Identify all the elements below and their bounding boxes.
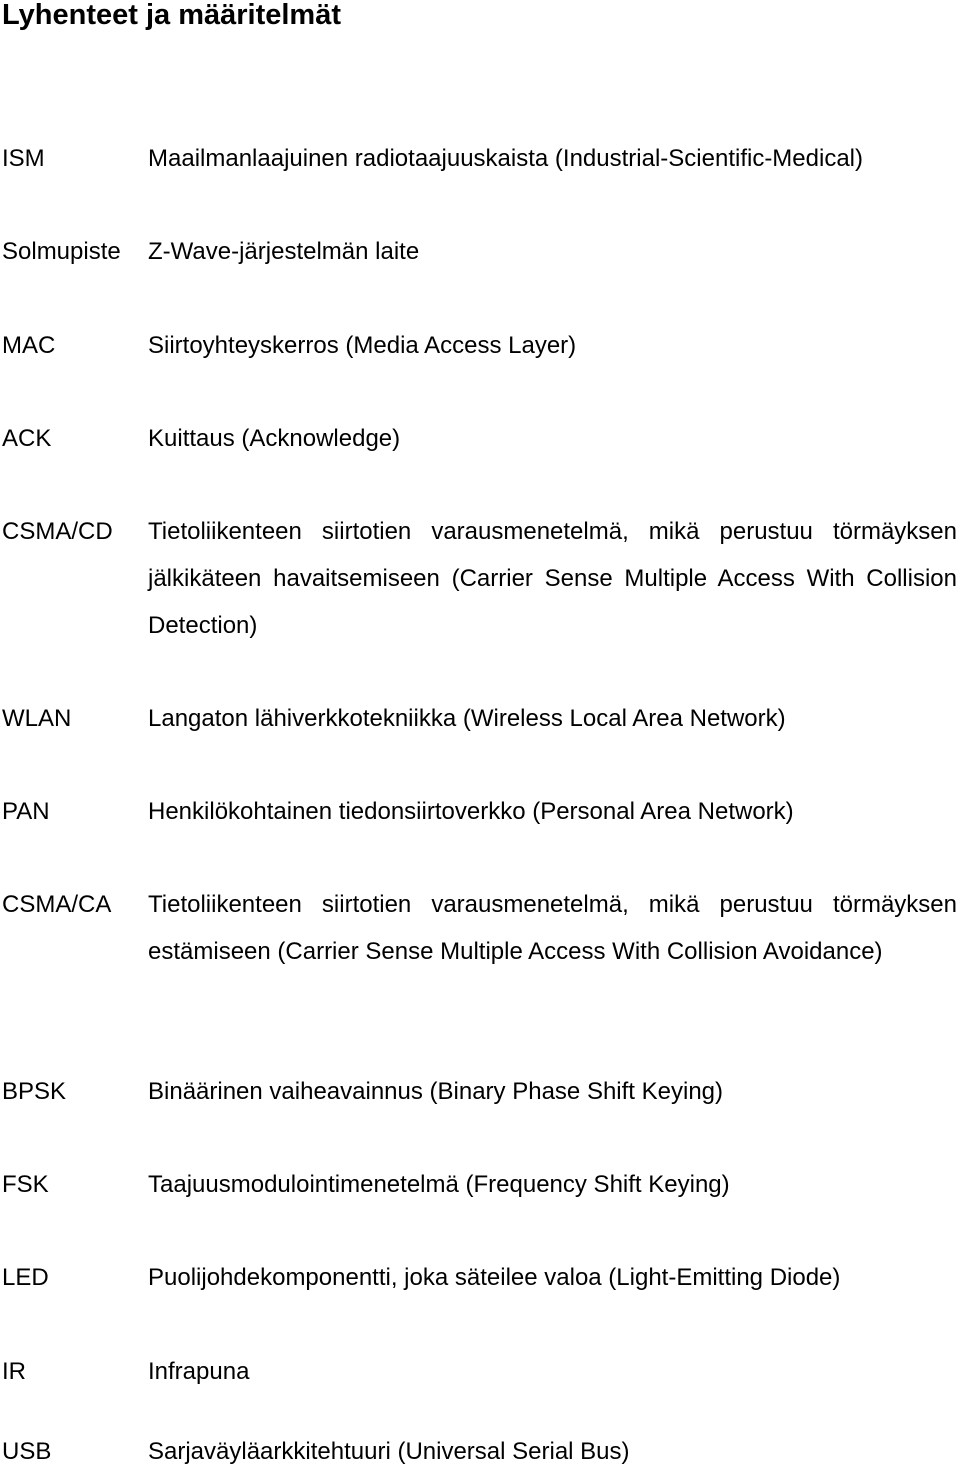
glossary-term: FSK <box>2 1171 49 1198</box>
glossary-term: CSMA/CD <box>2 518 113 545</box>
glossary-term: WLAN <box>2 705 72 732</box>
page-title: Lyhenteet ja määritelmät <box>2 0 341 31</box>
glossary-definition: Henkilökohtainen tiedonsiirtoverkko (Personal Area Network) <box>148 798 794 825</box>
glossary-definition: Maailmanlaajuinen radiotaajuuskaista (Industrial-Scientific-Medical) <box>148 145 863 172</box>
glossary-term: IR <box>2 1358 26 1385</box>
glossary-definition: Taajuusmodulointimenetelmä (Frequency Shift Keying) <box>148 1171 730 1198</box>
glossary-term: ACK <box>2 425 52 452</box>
glossary-definition: Langaton lähiverkkotekniikka (Wireless Local Area Network) <box>148 705 786 732</box>
glossary-entry-wlan <box>0 695 960 742</box>
glossary-definition: Sarjaväyläarkkitehtuuri (Universal Serial Bus) <box>148 1438 630 1465</box>
glossary-term: BPSK <box>2 1078 67 1105</box>
glossary-entry-pan <box>0 788 960 835</box>
glossary-term: USB <box>2 1438 52 1465</box>
glossary-term: PAN <box>2 798 50 825</box>
glossary-entry-mac <box>0 322 960 369</box>
glossary-term: CSMA/CA <box>2 891 112 918</box>
glossary-term: LED <box>2 1264 49 1291</box>
glossary-term: MAC <box>2 332 56 359</box>
glossary-definition: Binäärinen vaiheavainnus (Binary Phase Shift Keying) <box>148 1078 724 1105</box>
glossary-entry-solmupiste <box>0 228 960 275</box>
glossary-definition: Z-Wave-järjestelmän laite <box>148 238 420 265</box>
glossary-entry-csma-cd <box>0 508 960 649</box>
glossary-definition: Siirtoyhteyskerros (Media Access Layer) <box>148 332 577 359</box>
glossary-definition: Kuittaus (Acknowledge) <box>148 425 401 452</box>
glossary-term: ISM <box>2 145 45 172</box>
glossary-entry-fsk <box>0 1161 960 1208</box>
glossary-entry-usb <box>0 1428 960 1475</box>
glossary-definition: Puolijohdekomponentti, joka säteilee valoa (Light-Emitting Diode) <box>148 1264 841 1291</box>
glossary-entry-csma-ca <box>0 881 960 975</box>
glossary-definition: Tietoliikenteen siirtotien varausmenetelmä, mikä perustuu törmäyksen jälkikäteen havaitsemiseen (Carrier Sense Multiple Access With Collision Detection) <box>148 518 957 639</box>
glossary-entry-bpsk <box>0 1068 960 1115</box>
glossary-entry-ir <box>0 1348 960 1395</box>
glossary-definition: Tietoliikenteen siirtotien varausmenetelmä, mikä perustuu törmäyksen estämiseen (Carrier Sense Multiple Access With Collision Avoidance) <box>148 891 957 965</box>
glossary-entry-ism <box>0 135 960 182</box>
glossary-entry-ack <box>0 415 960 462</box>
glossary-term: Solmupiste <box>2 238 121 265</box>
glossary-entry-led <box>0 1254 960 1301</box>
glossary-definition: Infrapuna <box>148 1358 250 1385</box>
